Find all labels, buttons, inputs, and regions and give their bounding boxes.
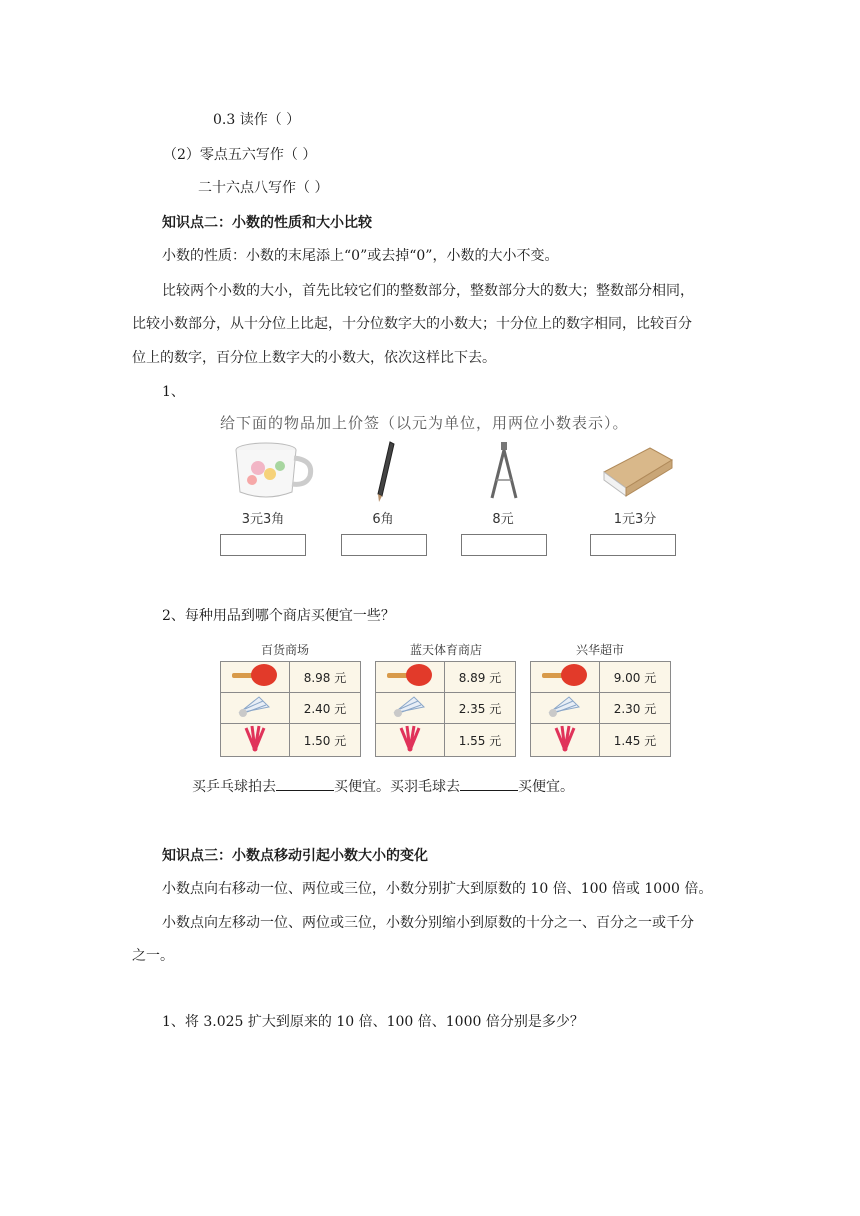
table-row: [531, 724, 671, 757]
shop-name-3: 兴华超市: [575, 643, 624, 657]
paddle-icon: [385, 662, 435, 688]
answer-text-b: 买便宜。买羽毛球去: [334, 779, 460, 795]
price-box-compass[interactable]: [461, 534, 547, 556]
shuttlecock-icon: [545, 693, 585, 719]
exercise2-answer: [192, 776, 574, 797]
item-label-cup: 3元3角: [241, 512, 285, 527]
shift-left-text-2: 之一。: [132, 948, 174, 964]
price-cell: 2.40 元: [290, 693, 361, 724]
table-row: [531, 693, 671, 724]
exercise2-question: 2、每种用品到哪个商店买便宜一些？: [162, 608, 395, 624]
item-label-pencil: 6角: [372, 512, 394, 527]
shop-name-1: 百货商场: [260, 643, 309, 657]
section3-question-1: 1、将 3.025 扩大到原来的 10 倍、100 倍、1000 倍分别是多少？: [162, 1014, 584, 1030]
item-label-compass: 8元: [492, 512, 514, 527]
price-cell: 1.50 元: [290, 724, 361, 757]
price-box-eraser[interactable]: [590, 534, 676, 556]
shop-table-3: [530, 661, 671, 757]
exercise1-number: 1、: [162, 384, 185, 400]
table-row: [376, 662, 516, 693]
table-row: [221, 693, 361, 724]
compare-text-2: 比较小数部分，从十分位上比起，十分位数字大的小数大；十分位上的数字相同，比较百分: [132, 316, 692, 332]
compare-text-1: 比较两个小数的大小，首先比较它们的整数部分，整数部分大的数大；整数部分相同，: [162, 283, 694, 299]
property-text: 小数的性质：小数的末尾添上“0”或去掉“0”，小数的大小不变。: [162, 248, 559, 264]
price-cell: 9.00 元: [600, 662, 671, 693]
shuttlecock-icon: [390, 693, 430, 719]
answer-text-c: 买便宜。: [518, 779, 574, 795]
write-268-line: 二十六点八写作（ ）: [198, 180, 329, 196]
table-row: [221, 662, 361, 693]
exercise1-title: 给下面的物品加上价签（以元为单位，用两位小数表示）。: [220, 414, 629, 432]
shop-table-2: [375, 661, 516, 757]
price-cell: 1.45 元: [600, 724, 671, 757]
shop-name-2: 蓝天体育商店: [409, 643, 482, 657]
shift-right-text: 小数点向右移动一位、两位或三位，小数分别扩大到原数的 10 倍、100 倍或 1000 倍。: [162, 881, 713, 897]
table-row: [531, 662, 671, 693]
answer-blank-shuttle[interactable]: [460, 776, 518, 791]
shop-table-1: [220, 661, 361, 757]
feather-shuttle-icon: [550, 724, 580, 752]
price-box-pencil[interactable]: [341, 534, 427, 556]
section3-heading: 知识点三：小数点移动引起小数大小的变化: [162, 848, 428, 864]
table-row: [376, 693, 516, 724]
cup-icon: [228, 440, 318, 502]
table-row: [221, 724, 361, 757]
section2-heading: 知识点二：小数的性质和大小比较: [162, 215, 372, 231]
paddle-icon: [540, 662, 590, 688]
price-cell: 1.55 元: [445, 724, 516, 757]
answer-text-a: 买乒乓球拍去: [192, 779, 276, 795]
pencil-icon: [370, 440, 400, 504]
answer-blank-paddle[interactable]: [276, 776, 334, 791]
shuttlecock-icon: [235, 693, 275, 719]
paddle-icon: [230, 662, 280, 688]
shift-left-text-1: 小数点向左移动一位、两位或三位，小数分别缩小到原数的十分之一、百分之一或千分: [162, 915, 694, 931]
feather-shuttle-icon: [395, 724, 425, 752]
price-cell: 8.89 元: [445, 662, 516, 693]
write-056-line: （2）零点五六写作（ ）: [163, 147, 317, 163]
compare-text-3: 位上的数字，百分位上数字大的小数大，依次这样比下去。: [132, 350, 496, 366]
compass-icon: [484, 440, 524, 502]
price-cell: 2.30 元: [600, 693, 671, 724]
price-box-cup[interactable]: [220, 534, 306, 556]
feather-shuttle-icon: [240, 724, 270, 752]
price-cell: 8.98 元: [290, 662, 361, 693]
read-03-line: 0.3 读作（ ）: [213, 112, 301, 128]
table-row: [376, 724, 516, 757]
item-label-eraser: 1元3分: [613, 512, 657, 527]
eraser-icon: [598, 444, 678, 498]
price-cell: 2.35 元: [445, 693, 516, 724]
